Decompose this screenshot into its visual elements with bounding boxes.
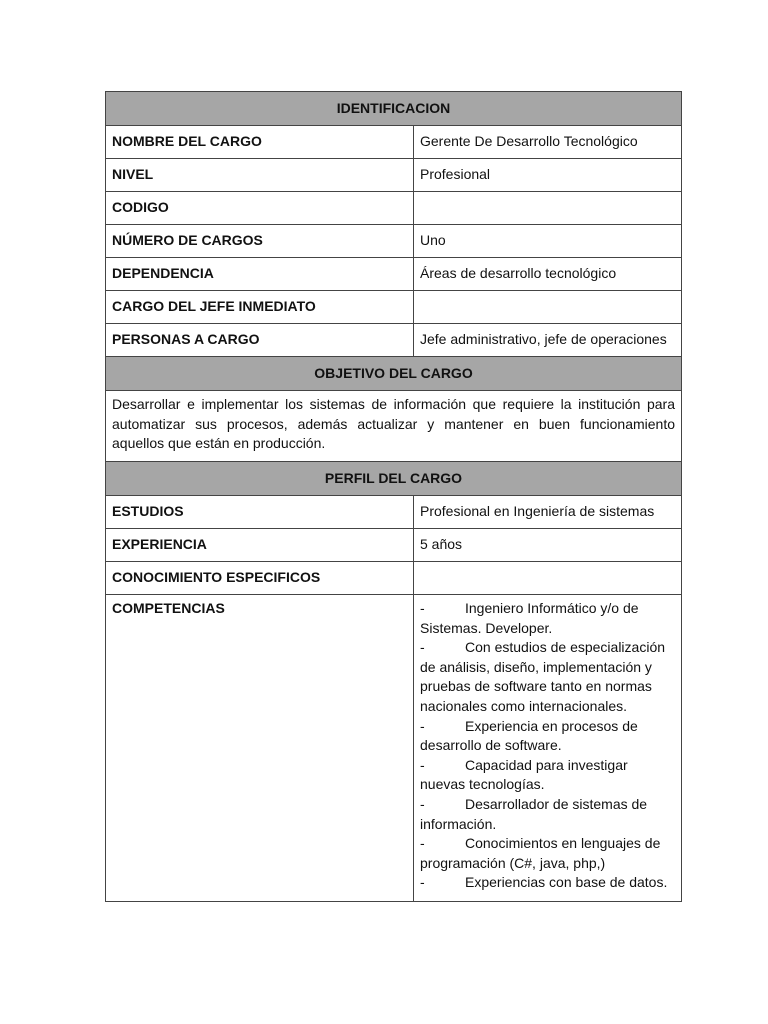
bullet-dash: - <box>420 874 425 891</box>
table-row <box>106 225 682 258</box>
table-row <box>106 159 682 192</box>
list-item <box>420 873 675 893</box>
row-value: 5 años <box>414 529 682 562</box>
bullet-dash: - <box>420 835 425 852</box>
section-title: PERFIL DEL CARGO <box>106 462 682 496</box>
table-row <box>106 291 682 324</box>
row-value <box>414 562 682 595</box>
list-item-text: Capacidad para investigar nuevas tecnologías. <box>420 756 628 793</box>
section-header-identificacion <box>106 92 682 126</box>
bullet-dash: - <box>420 756 425 773</box>
row-value: Gerente De Desarrollo Tecnológico <box>414 126 682 159</box>
bullet-dash: - <box>420 717 425 734</box>
row-label: CONOCIMIENTO ESPECIFICOS <box>106 562 414 595</box>
list-item <box>420 638 675 716</box>
row-value <box>414 192 682 225</box>
row-label: PERSONAS A CARGO <box>106 324 414 357</box>
list-item-text: Ingeniero Informático y/o de Sistemas. Developer. <box>420 600 639 636</box>
row-label: ESTUDIOS <box>106 496 414 529</box>
bullet-dash: - <box>420 639 425 656</box>
section-header-perfil <box>106 462 682 496</box>
row-label: NÚMERO DE CARGOS <box>106 225 414 258</box>
list-item <box>420 717 675 756</box>
bullet-dash: - <box>420 600 425 616</box>
row-value: Uno <box>414 225 682 258</box>
list-item <box>420 599 675 638</box>
objective-text: Desarrollar e implementar los sistemas de información que requiere la institución para automatizar sus procesos, además actualizar y mantener en buen funcionamiento aquellos que están en producción. <box>106 391 682 462</box>
row-label: CARGO DEL JEFE INMEDIATO <box>106 291 414 324</box>
table-row <box>106 529 682 562</box>
bullet-dash: - <box>420 795 425 812</box>
job-profile-table <box>105 91 682 902</box>
row-label: COMPETENCIAS <box>106 595 414 902</box>
list-item <box>420 834 675 873</box>
table-row <box>106 192 682 225</box>
row-value: Profesional <box>414 159 682 192</box>
list-item <box>420 795 675 834</box>
row-label: NIVEL <box>106 159 414 192</box>
table-row <box>106 324 682 357</box>
list-item-text: Con estudios de especialización de análisis, diseño, implementación y pruebas de software tanto en normas nacionales como internacionales. <box>420 639 666 714</box>
list-item-text: Desarrollador de sistemas de información. <box>420 795 648 832</box>
table-row <box>106 562 682 595</box>
list-item-text: Experiencias con base de datos. <box>465 874 668 891</box>
objective-row <box>106 391 682 462</box>
competencias-list <box>420 599 675 893</box>
section-title: IDENTIFICACION <box>106 92 682 126</box>
row-label: EXPERIENCIA <box>106 529 414 562</box>
row-value: Jefe administrativo, jefe de operaciones <box>414 324 682 357</box>
row-value <box>414 291 682 324</box>
section-title: OBJETIVO DEL CARGO <box>106 357 682 391</box>
table-row <box>106 496 682 529</box>
row-label: CODIGO <box>106 192 414 225</box>
row-value: Profesional en Ingeniería de sistemas <box>414 496 682 529</box>
row-label: NOMBRE DEL CARGO <box>106 126 414 159</box>
competencias-row <box>106 595 682 902</box>
row-value: Áreas de desarrollo tecnológico <box>414 258 682 291</box>
table-row <box>106 258 682 291</box>
section-header-objetivo <box>106 357 682 391</box>
list-item-text: Experiencia en procesos de desarrollo de software. <box>420 717 638 754</box>
competencias-cell <box>414 595 682 902</box>
list-item <box>420 756 675 795</box>
table-row <box>106 126 682 159</box>
list-item-text: Conocimientos en lenguajes de programación (C#, java, php,) <box>420 835 661 871</box>
row-label: DEPENDENCIA <box>106 258 414 291</box>
